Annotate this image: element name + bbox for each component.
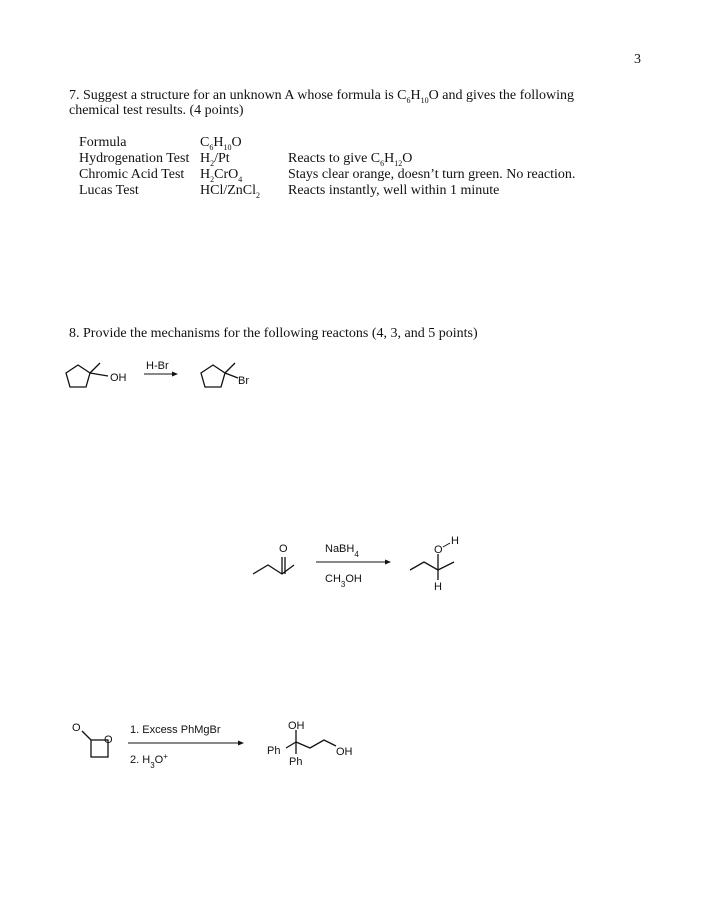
product-oxygen-label: O bbox=[434, 544, 443, 556]
question-7-line-2: chemical test results. (4 points) bbox=[69, 103, 244, 118]
reaction-arrow bbox=[144, 372, 178, 377]
test-result: Reacts instantly, well within 1 minute bbox=[288, 183, 500, 198]
test-reagent: $H_2CrO_4$ bbox=[200, 167, 243, 184]
carbinol-h-label: H bbox=[434, 581, 442, 593]
test-name: Lucas Test bbox=[79, 183, 139, 198]
test-result: Stays clear orange, doesn’t turn green. No reaction. bbox=[288, 167, 576, 182]
diol-product-structure bbox=[286, 730, 336, 754]
bromocyclopentane-structure bbox=[201, 363, 238, 387]
table-row bbox=[79, 151, 639, 167]
phenyl-bottom-label: Ph bbox=[289, 756, 303, 768]
step-1-reagent: 1. Excess PhMgBr bbox=[130, 724, 221, 736]
lactone-ring-o-label: O bbox=[104, 734, 113, 746]
step-2-reagent: 2. $H_3O^+$ bbox=[130, 751, 168, 770]
table-row bbox=[79, 183, 639, 199]
question-8-heading: 8. Provide the mechanisms for the following reactons (4, 3, and 5 points) bbox=[69, 326, 478, 341]
cyclopentanol-structure bbox=[66, 363, 108, 387]
test-name: Hydrogenation Test bbox=[79, 151, 190, 166]
reaction-3 bbox=[60, 712, 370, 778]
test-name: Chromic Acid Test bbox=[79, 167, 185, 182]
question-7-text bbox=[69, 88, 574, 118]
test-reagent: HCl/ZnCl$_2$ bbox=[200, 183, 261, 200]
test-reagent: $C_6H_{10}O$ bbox=[200, 135, 242, 152]
butanol-structure bbox=[410, 554, 454, 580]
reagent-nabh4: NaBH$_4$ bbox=[325, 543, 359, 559]
carbonyl-oxygen-label: O bbox=[279, 543, 288, 555]
reaction-2 bbox=[240, 530, 480, 596]
hydroxyl-h-label: H bbox=[451, 535, 459, 547]
lactone-carbonyl-o-label: O bbox=[72, 722, 81, 734]
test-reagent: $H_2/Pt$ bbox=[200, 151, 230, 168]
phenyl-left-label: Ph bbox=[267, 745, 281, 757]
hydroxyl-label: OH bbox=[110, 372, 127, 384]
tertiary-oh-label: OH bbox=[288, 720, 305, 732]
test-result: Reacts to give $C_6H_{12}O$ bbox=[288, 151, 413, 168]
reaction-arrow bbox=[128, 741, 244, 746]
reaction-arrow bbox=[316, 560, 391, 565]
butanone-structure bbox=[253, 557, 294, 574]
primary-oh-label: OH bbox=[336, 746, 353, 758]
question-7-line-1: 7. Suggest a structure for an unknown A whose formula is $C_6H_{10}O$ and gives the following bbox=[69, 88, 575, 105]
o-h-bond bbox=[443, 543, 450, 547]
test-name: Formula bbox=[79, 135, 127, 150]
reaction-1 bbox=[60, 352, 270, 402]
solvent-ch3oh: $CH_3OH$ bbox=[325, 573, 362, 589]
bromine-label: Br bbox=[238, 375, 249, 387]
table-row bbox=[79, 135, 639, 151]
table-row bbox=[79, 167, 639, 183]
reagent-hbr: H-Br bbox=[146, 360, 169, 372]
chemical-test-table bbox=[79, 135, 639, 199]
page-number: 3 bbox=[634, 52, 641, 67]
